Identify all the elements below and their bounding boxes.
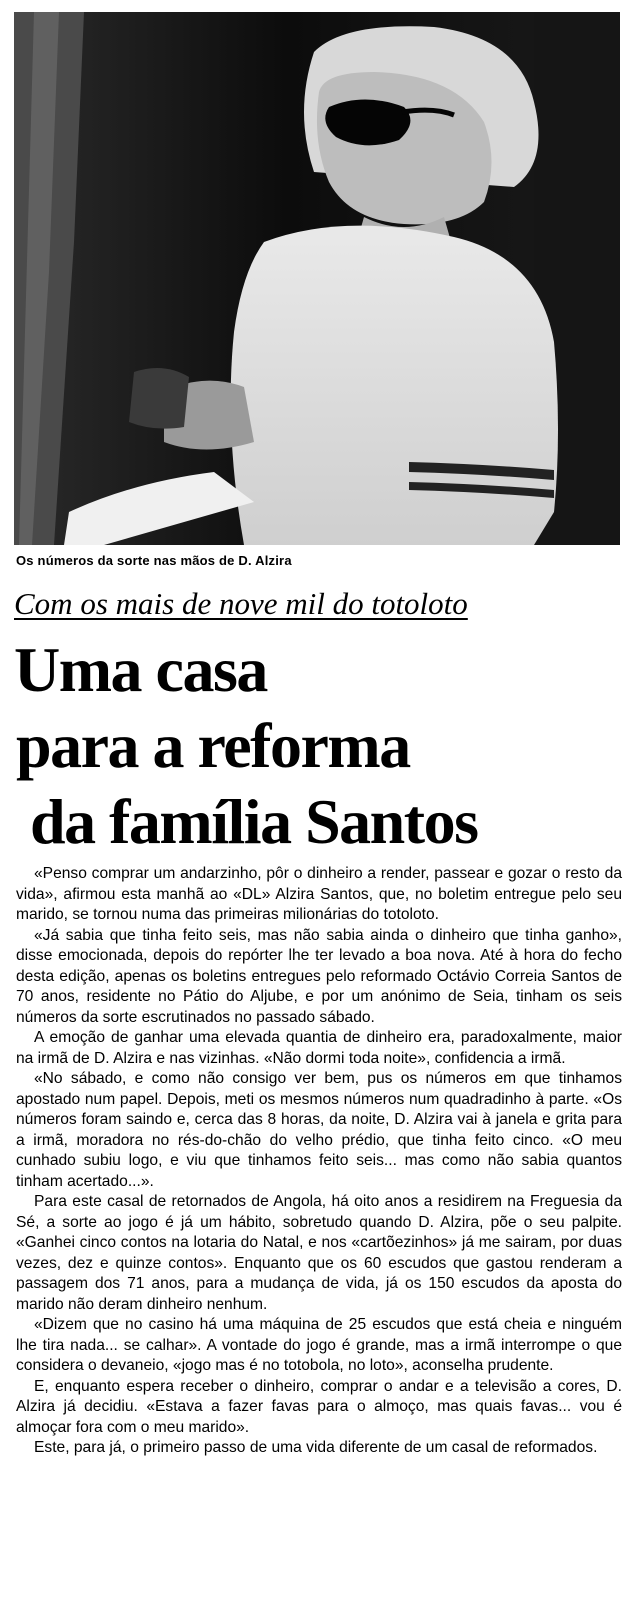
headline bbox=[14, 632, 634, 860]
headline-line-2: para a reforma bbox=[16, 710, 410, 781]
headline-line-3: da família Santos bbox=[30, 786, 478, 857]
paragraph: «Já sabia que tinha feito seis, mas não sabia ainda o dinheiro que tinha ganho», disse emocionada, depois do repórter lhe ter levado a boa nova. Até à hora do fecho desta edição, apenas os boletins entregues pelo reformado Octávio Correia Santos de 70 anos, residente no Pátio do Aljube, e por um anónimo de Seia, tinham os seis números da sorte escrutinados no passado sábado. bbox=[16, 926, 622, 1026]
photo-caption: Os números da sorte nas mãos de D. Alzira bbox=[16, 553, 292, 568]
paragraph: A emoção de ganhar uma elevada quantia de dinheiro era, paradoxalmente, maior na irmã de D. Alzira e nas vizinhas. «Não dormi toda noite», confidencia a irmã. bbox=[16, 1029, 622, 1067]
headline-line-1: Uma casa bbox=[14, 634, 267, 705]
paragraph: «No sábado, e como não consigo ver bem, pus os números em que tinhamos apostado num papel. Depois, meti os mesmos números num quadradinho à parte. «Os números foram saindo e, cerca das 8 horas, da noite, D. Alzira vai à janela e grita para a irmã, moradora no rés-do-chão do velho prédio, que tinha feito cinco. «O meu cunhado subiu logo, e viu que tinhamos feito seis... mas como não sabia quantos tinham acertado...». bbox=[16, 1070, 622, 1190]
paragraph: «Penso comprar um andarzinho, pôr o dinheiro a render, passear e gozar o resto da vida», afirmou esta manhã ao «DL» Alzira Santos, que, no boletim entregue pelo seu marido, se tornou numa das primeiras milionárias do totoloto. bbox=[16, 865, 622, 923]
paragraph: E, enquanto espera receber o dinheiro, comprar o andar e a televisão a cores, D. Alzira já decidiu. «Estava a fazer favas para o almoço, mas quais favas... vou é almoçar fora com o meu marido». bbox=[16, 1377, 622, 1436]
photo-woman-sunglasses bbox=[14, 12, 620, 545]
article-body bbox=[16, 864, 622, 1459]
paragraph: «Dizem que no casino há uma máquina de 25 escudos que está cheia e ninguém lhe tira nada... se calhar». A vontade do jogo é grande, mas a irmã interrompe o que considera o devaneio, «jogo mas é no totobola, no loto», aconselha prudente. bbox=[16, 1316, 622, 1374]
paragraph: Este, para já, o primeiro passo de uma vida diferente de um casal de reformados. bbox=[34, 1439, 598, 1456]
photo-icon bbox=[14, 12, 620, 545]
kicker: Com os mais de nove mil do totoloto bbox=[14, 586, 468, 621]
paragraph: Para este casal de retornados de Angola, há oito anos a residirem na Freguesia da Sé, a sorte ao jogo é já um hábito, sobretudo quando D. Alzira, põe o seu palpite. «Ganhei cinco contos na lotaria do Natal, e nos «cartõezinhos» já me sairam, por duas vezes, dez e quinze contos». Enquanto que os 60 escudos que gastou renderam a passagem dos 71 anos, para a mudança de vida, já os 150 escudos da aposta do marido não deram dinheiro nenhum. bbox=[16, 1193, 622, 1313]
